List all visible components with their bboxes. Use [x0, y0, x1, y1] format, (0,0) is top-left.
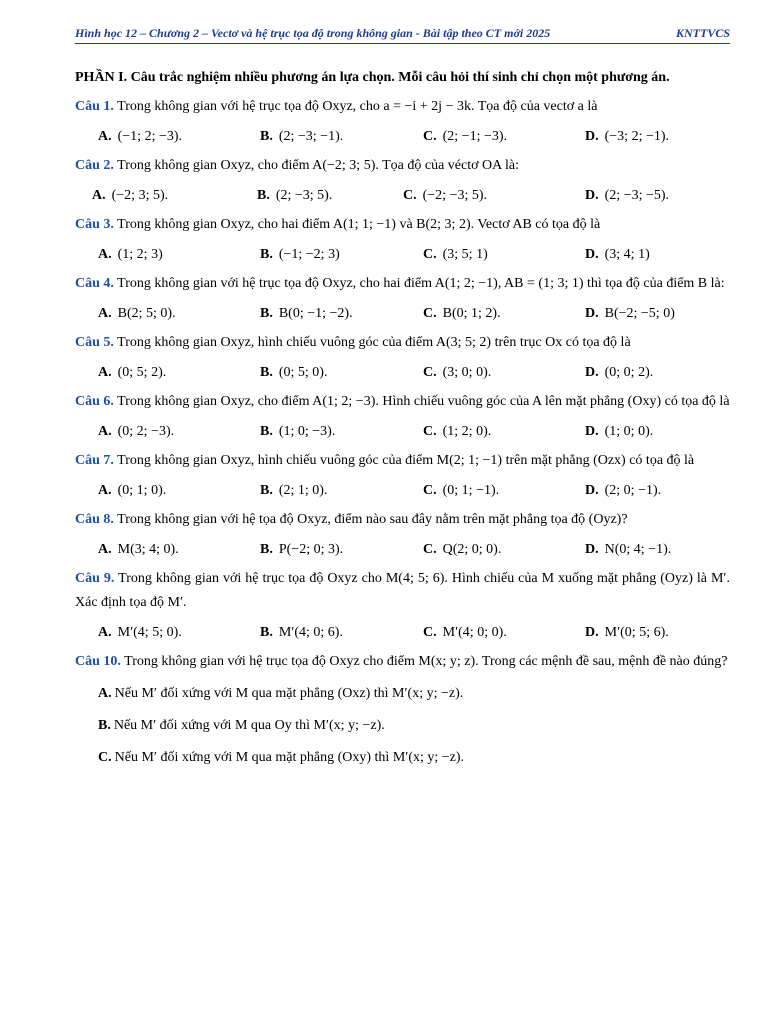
question-2	[75, 154, 730, 178]
option-c[interactable]: C. Q(2; 0; 0).	[423, 542, 502, 557]
option-a[interactable]: A. M′(4; 5; 0).	[98, 625, 182, 640]
option-d[interactable]: D. M′(0; 5; 6).	[585, 625, 669, 640]
question-text: Trong không gian Oxyz, cho điểm A(1; 2; −3). Hình chiếu vuông góc của A lên mặt phẳng (Oxy) có tọa độ là	[117, 394, 730, 409]
page-header	[75, 26, 730, 44]
option-b[interactable]: B. P(−2; 0; 3).	[260, 542, 344, 557]
option-d[interactable]: D. N(0; 4; −1).	[585, 542, 672, 557]
question-label: Câu 5.	[75, 335, 114, 350]
option-b[interactable]: B. (2; −3; −1).	[260, 129, 344, 144]
option-a[interactable]: A. (1; 2; 3)	[98, 247, 163, 262]
option-a[interactable]: A. M(3; 4; 0).	[98, 542, 179, 557]
option-b[interactable]: B. (0; 5; 0).	[260, 365, 328, 380]
option-d[interactable]: D. (−3; 2; −1).	[585, 129, 670, 144]
option-b[interactable]: B. B(0; −1; −2).	[260, 306, 353, 321]
question-label: Câu 10.	[75, 654, 121, 669]
question-text: Trong không gian Oxyz, hình chiếu vuông góc của điểm A(3; 5; 2) trên trục Ox có tọa độ là	[117, 335, 631, 350]
question-text: Trong không gian Oxyz, cho hai điểm A(1; 1; −1) và B(2; 3; 2). Vectơ AB có tọa độ là	[117, 217, 601, 232]
option-a[interactable]: A. (−2; 3; 5).	[92, 188, 169, 203]
question-text: Trong không gian với hệ trục tọa độ Oxyz cho điểm M(x; y; z). Trong các mệnh đề sau, mệnh đề nào đúng?	[124, 654, 728, 669]
statement-b[interactable]: B. Nếu M′ đối xứng với M qua Oy thì M′(x; y; −z).	[98, 718, 385, 733]
option-a[interactable]: A. (−1; 2; −3).	[98, 129, 183, 144]
options-row	[75, 184, 730, 208]
option-d[interactable]: D. (2; 0; −1).	[585, 483, 662, 498]
question-label: Câu 1.	[75, 99, 114, 114]
options-row	[75, 125, 730, 149]
header-code: KNTTVCS	[675, 26, 730, 40]
option-b[interactable]: B. M′(4; 0; 6).	[260, 625, 343, 640]
option-b[interactable]: B. (1; 0; −3).	[260, 424, 336, 439]
option-d[interactable]: D. (1; 0; 0).	[585, 424, 654, 439]
option-c[interactable]: C. (3; 0; 0).	[423, 365, 492, 380]
option-c[interactable]: C. M′(4; 0; 0).	[423, 625, 507, 640]
option-c[interactable]: C. (0; 1; −1).	[423, 483, 500, 498]
question-4	[75, 272, 730, 296]
question-6	[75, 390, 730, 414]
question-label: Câu 7.	[75, 453, 114, 468]
options-row	[75, 538, 730, 562]
options-row	[75, 479, 730, 503]
question-10	[75, 650, 730, 674]
question-label: Câu 3.	[75, 217, 114, 232]
question-label: Câu 9.	[75, 571, 115, 586]
statement-c[interactable]: C. Nếu M′ đối xứng với M qua mặt phẳng (Oxy) thì M′(x; y; −z).	[98, 750, 465, 765]
question-label: Câu 4.	[75, 276, 114, 291]
option-b[interactable]: B. (−1; −2; 3)	[260, 247, 340, 262]
question-3	[75, 213, 730, 237]
option-d[interactable]: D. (2; −3; −5).	[585, 188, 670, 203]
options-row	[75, 621, 730, 645]
part-title: PHẦN I. Câu trắc nghiệm nhiều phương án lựa chọn. Mỗi câu hỏi thí sinh chỉ chọn một phương án.	[75, 70, 670, 85]
option-a[interactable]: A. (0; 1; 0).	[98, 483, 167, 498]
option-d[interactable]: D. (3; 4; 1)	[585, 247, 650, 262]
option-c[interactable]: C. (−2; −3; 5).	[403, 188, 488, 203]
header-title: Hình học 12 – Chương 2 – Vectơ và hệ trục tọa độ trong không gian - Bài tập theo CT mới 2025	[75, 26, 551, 40]
question-text: Trong không gian với hệ tọa độ Oxyz, điểm nào sau đây nằm trên mặt phẳng tọa độ (Oyz)?	[117, 512, 628, 527]
option-a[interactable]: A. B(2; 5; 0).	[98, 306, 176, 321]
option-c[interactable]: C. (1; 2; 0).	[423, 424, 492, 439]
option-a[interactable]: A. (0; 2; −3).	[98, 424, 175, 439]
option-d[interactable]: D. (0; 0; 2).	[585, 365, 654, 380]
option-b[interactable]: B. (2; −3; 5).	[257, 188, 333, 203]
options-row	[75, 361, 730, 385]
option-d[interactable]: D. B(−2; −5; 0)	[585, 306, 675, 321]
option-c[interactable]: C. B(0; 1; 2).	[423, 306, 501, 321]
question-8	[75, 508, 730, 532]
question-9	[75, 567, 730, 615]
option-b[interactable]: B. (2; 1; 0).	[260, 483, 328, 498]
option-c[interactable]: C. (2; −1; −3).	[423, 129, 508, 144]
question-5	[75, 331, 730, 355]
statement-a[interactable]: A. Nếu M′ đối xứng với M qua mặt phẳng (Oxz) thì M′(x; y; −z).	[98, 686, 464, 701]
options-row	[75, 302, 730, 326]
question-text: Trong không gian với hệ trục tọa độ Oxyz, cho hai điểm A(1; 2; −1), AB = (1; 3; 1) thì tọa độ của điểm B là:	[117, 276, 725, 291]
question-1	[75, 95, 730, 119]
page-content	[75, 66, 730, 770]
question-label: Câu 8.	[75, 512, 114, 527]
question-label: Câu 6.	[75, 394, 114, 409]
options-row	[75, 243, 730, 267]
question-text: Trong không gian với hệ trục tọa độ Oxyz, cho a = −i + 2j − 3k. Tọa độ của vectơ a là	[117, 99, 598, 114]
question-text: Trong không gian Oxyz, cho điểm A(−2; 3; 5). Tọa độ của véctơ OA là:	[117, 158, 519, 173]
options-row	[75, 420, 730, 444]
question-label: Câu 2.	[75, 158, 114, 173]
question-text: Trong không gian Oxyz, hình chiếu vuông góc của điểm M(2; 1; −1) trên mặt phẳng (Ozx) có tọa độ là	[117, 453, 695, 468]
option-a[interactable]: A. (0; 5; 2).	[98, 365, 167, 380]
question-7	[75, 449, 730, 473]
question-text: Trong không gian với hệ trục tọa độ Oxyz cho M(4; 5; 6). Hình chiếu của M xuống mặt phẳng (Oyz) là M′. Xác định tọa độ M′.	[75, 571, 730, 610]
option-c[interactable]: C. (3; 5; 1)	[423, 247, 488, 262]
